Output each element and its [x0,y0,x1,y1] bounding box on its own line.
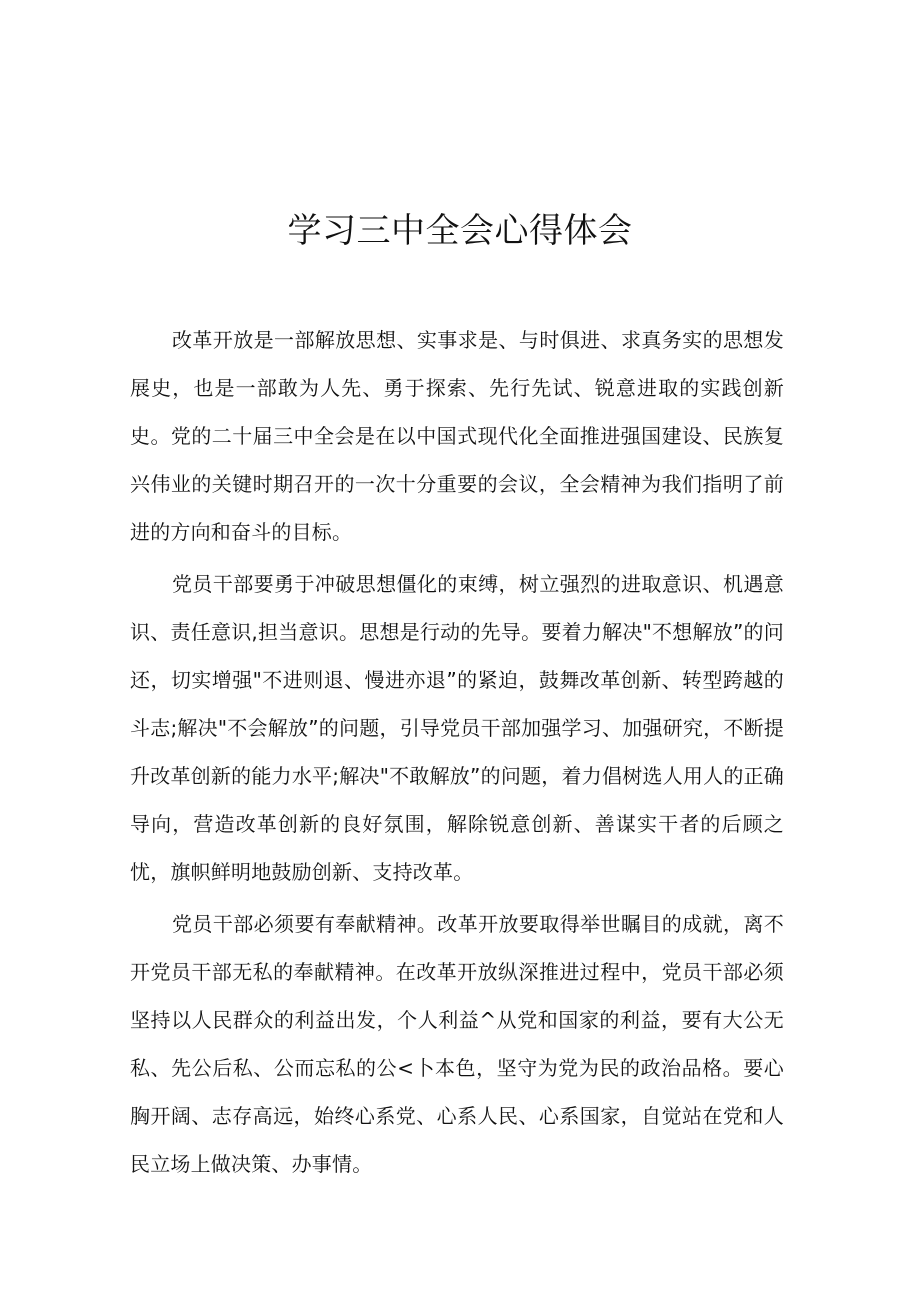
paragraph-break-rigid-thinking: 党员干部要勇于冲破思想僵化的束缚，树立强烈的进取意识、机遇意识、责任意识,担当意识。思想是行动的先导。要着力解决"不想解放”的问还，切实增强"不进则退、慢进亦退”的紧迫，鼓舞改革创新、转型跨越的斗志;解决"不会解放”的问题，引导党员干部加强学习、加强研究，不断提升改革创新的能力水平;解决"不敢解放”的问题，着力倡树选人用人的正确导向，营造改革创新的良好氛围，解除锐意创新、善谋实干者的后顾之忧，旗帜鲜明地鼓励创新、支持改革。 [130,572,784,884]
document-body [130,316,784,1192]
document-title: 学习三中全会心得体会 [287,211,633,251]
paragraph-dedication-spirit: 党员干部必须要有奉献精神。改革开放要取得举世瞩目的成就，离不开党员干部无私的奉献精神。在改革开放纵深推进过程中，党员干部必须坚持以人民群众的利益出发，个人利益^从党和国家的利益，要有大公无私、先公后私、公而忘私的公<卜本色，坚守为党为民的政治品格。要心胸开阔、志存高远，始终心系党、心系人民、心系国家，自觉站在党和人民立场上做决策、办事情。 [130,912,784,1176]
paragraph-reform-history: 改革开放是一部解放思想、实事求是、与时俱进、求真务实的思想发展史，也是一部敢为人先、勇于探索、先行先试、锐意进取的实践创新史。党的二十届三中全会是在以中国式现代化全面推进强国建设、民族复兴伟业的关键时期召开的一次十分重要的会议，全会精神为我们指明了前进的方向和奋斗的目标。 [130,328,784,544]
